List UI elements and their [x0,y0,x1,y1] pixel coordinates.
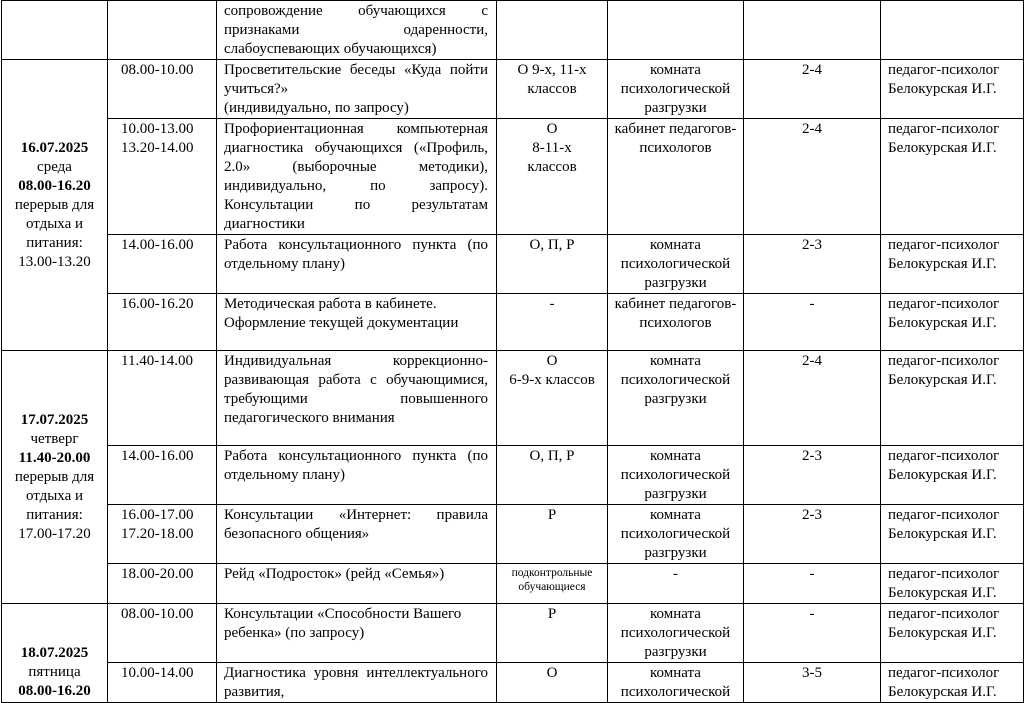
break-label: перерыв для [14,468,95,485]
responsible-role: педагог-психолог [888,566,1000,582]
table-row [2,119,1024,235]
responsible-name: Белокурская И.Г. [888,526,997,542]
place-cell: кабинет педагогов-психологов [608,294,744,351]
time-cell: 14.00-16.00 [108,235,217,294]
day-hours: 08.00-16.20 [18,683,91,699]
load-cell: - [744,564,881,604]
break-time: 13.00-13.20 [18,253,91,270]
place-cell [608,1,744,60]
place-cell: комната психологической разгрузки [608,446,744,505]
group-cell: О 6-9-х классов [497,351,608,446]
group-cell: О [497,663,608,703]
responsible-name: Белокурская И.Г. [888,684,997,700]
group-cell: О, П, Р [497,446,608,505]
break-label: отдыха и [25,487,84,504]
place-cell: комната психологической разгрузки [608,235,744,294]
day-date: 17.07.2025 [20,411,89,428]
schedule-table [1,0,1024,703]
load-cell: 2-3 [744,235,881,294]
responsible-name: Белокурская И.Г. [888,467,997,483]
day-cell [2,604,108,703]
time-cell: 16.00-16.20 [108,294,217,351]
time-cell: 08.00-10.00 [108,604,217,663]
group-cell: Р [497,604,608,663]
group-cell: - [497,294,608,351]
load-cell [744,1,881,60]
day-weekday: среда [37,158,72,175]
load-cell: 2-3 [744,505,881,564]
break-label: перерыв для [14,196,95,213]
day-cell [2,351,108,604]
place-cell: комната психологической [608,663,744,703]
table-row [2,351,1024,446]
load-cell: 3-5 [744,663,881,703]
table-row [2,60,1024,119]
activity-cell: Консультации «Способности Вашего ребенка» (по запросу) [217,604,497,663]
place-cell: комната психологической разгрузки [608,604,744,663]
table-row [2,505,1024,564]
group-cell: О 9-х, 11-х классов [497,60,608,119]
day-cell-empty [2,1,108,60]
time-cell: 10.00-14.00 [108,663,217,703]
time-cell: 18.00-20.00 [108,564,217,604]
time-cell: 08.00-10.00 [108,60,217,119]
break-label: питания: [26,234,83,251]
responsible-cell [881,1,1024,60]
time-cell [108,1,217,60]
responsible-name: Белокурская И.Г. [888,625,997,641]
table-row [2,294,1024,351]
break-label: отдыха и [25,215,84,232]
responsible-name: Белокурская И.Г. [888,585,997,601]
activity-cell: Профориентационная компьютерная диагностика обучающихся («Профиль, 2.0» (выборочные методики), индивидуально, по запросу). Консультации по результатам диагностики [217,119,497,235]
load-cell: 2-3 [744,446,881,505]
responsible-cell [881,294,1024,351]
activity-cell: Консультации «Интернет: правила безопасного общения» [217,505,497,564]
day-date: 18.07.2025 [20,645,89,661]
activity-cell: Рейд «Подросток» (рейд «Семья») [217,564,497,604]
responsible-role: педагог-психолог [888,606,1000,622]
place-cell: - [608,564,744,604]
table-row [2,564,1024,604]
group-cell: Р [497,505,608,564]
responsible-cell [881,60,1024,119]
responsible-name: Белокурская И.Г. [888,81,997,97]
activity-cell: Просветительские беседы «Куда пойти учиться?» (индивидуально, по запросу) [217,60,497,119]
responsible-role: педагог-психолог [888,448,1000,464]
group-cell [497,1,608,60]
responsible-cell [881,446,1024,505]
day-weekday: пятница [28,664,81,680]
activity-cell: сопровождение обучающихся с признаками одаренности, слабоуспевающих обучающихся) [217,1,497,60]
day-hours: 08.00-16.20 [18,177,91,194]
time-cell: 11.40-14.00 [108,351,217,446]
activity-cell: Работа консультационного пункта (по отдельному плану) [217,446,497,505]
load-cell: - [744,604,881,663]
table-row [2,235,1024,294]
activity-cell: Индивидуальная коррекционно-развивающая работа с обучающимися, требующими повышенного педагогического внимания [217,351,497,446]
responsible-cell [881,564,1024,604]
load-cell: 2-4 [744,60,881,119]
place-cell: комната психологической разгрузки [608,60,744,119]
time-cell: 16.00-17.00 17.20-18.00 [108,505,217,564]
responsible-cell [881,351,1024,446]
responsible-role: педагог-психолог [888,353,1000,369]
day-hours: 11.40-20.00 [18,449,91,466]
day-weekday: четверг [30,430,79,447]
break-time: 17.00-17.20 [18,525,91,542]
time-cell: 14.00-16.00 [108,446,217,505]
place-cell: комната психологической разгрузки [608,505,744,564]
activity-cell: Методическая работа в кабинете. Оформление текущей документации [217,294,497,351]
group-cell: О, П, Р [497,235,608,294]
day-cell [2,60,108,351]
responsible-cell [881,663,1024,703]
responsible-cell [881,505,1024,564]
responsible-role: педагог-психолог [888,237,1000,253]
break-label: питания: [26,506,83,523]
responsible-cell [881,235,1024,294]
responsible-role: педагог-психолог [888,62,1000,78]
responsible-name: Белокурская И.Г. [888,140,997,156]
table-row [2,446,1024,505]
responsible-role: педагог-психолог [888,507,1000,523]
group-cell: подконтрольные обучающиеся [497,564,608,604]
responsible-role: педагог-психолог [888,121,1000,137]
place-cell: комната психологической разгрузки [608,351,744,446]
table-row [2,1,1024,60]
responsible-role: педагог-психолог [888,296,1000,312]
load-cell: 2-4 [744,119,881,235]
activity-cell: Диагностика уровня интеллектуального развития, [217,663,497,703]
load-cell: 2-4 [744,351,881,446]
responsible-name: Белокурская И.Г. [888,315,997,331]
place-cell: кабинет педагогов-психологов [608,119,744,235]
responsible-name: Белокурская И.Г. [888,372,997,388]
day-date: 16.07.2025 [20,139,89,156]
group-cell: О 8-11-х классов [497,119,608,235]
table-row [2,663,1024,703]
activity-cell: Работа консультационного пункта (по отдельному плану) [217,235,497,294]
table-row [2,604,1024,663]
time-cell: 10.00-13.00 13.20-14.00 [108,119,217,235]
responsible-name: Белокурская И.Г. [888,256,997,272]
responsible-role: педагог-психолог [888,665,1000,681]
responsible-cell [881,119,1024,235]
load-cell: - [744,294,881,351]
responsible-cell [881,604,1024,663]
